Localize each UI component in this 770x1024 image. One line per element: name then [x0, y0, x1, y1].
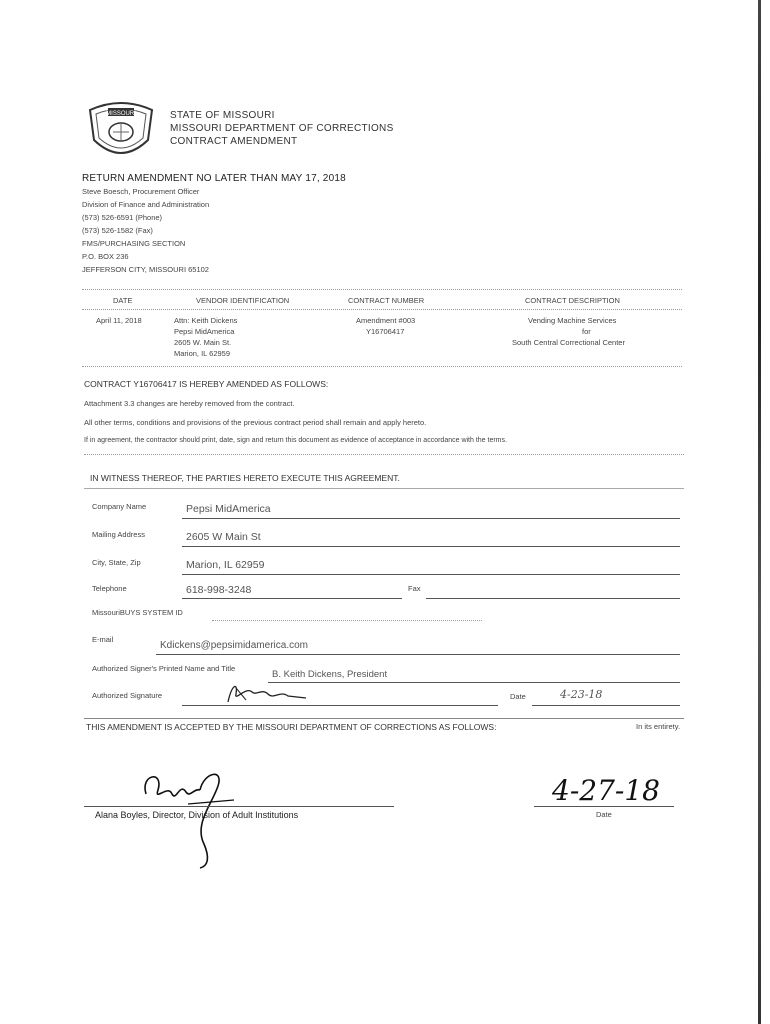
table-header-contract-number: CONTRACT NUMBER	[348, 296, 425, 305]
address-value[interactable]: 2605 W Main St	[186, 531, 261, 543]
table-cell-description: Vending Machine Services	[528, 316, 617, 325]
table-cell-contract-number: Y16706417	[366, 327, 405, 336]
header-line-1: STATE OF MISSOURI	[170, 110, 275, 121]
city-value[interactable]: Marion, IL 62959	[186, 559, 265, 571]
return-line: Steve Boesch, Procurement Officer	[82, 187, 200, 196]
email-value[interactable]: Kdickens@pepsimidamerica.com	[160, 640, 308, 651]
phone-value[interactable]: 618-998-3248	[186, 584, 252, 596]
body-line: If in agreement, the contractor should print, date, sign and return this document as evidence of acceptance in accordance with the terms.	[84, 437, 507, 444]
table-cell-description: for	[582, 327, 591, 336]
header-line-2: MISSOURI DEPARTMENT OF CORRECTIONS	[170, 123, 394, 134]
table-header-description: CONTRACT DESCRIPTION	[525, 296, 620, 305]
table-cell-date: April 11, 2018	[96, 316, 142, 325]
vendor-signature	[222, 680, 312, 706]
body-line: Attachment 3.3 changes are hereby removed from the contract.	[84, 399, 295, 408]
table-cell-description: South Central Correctional Center	[512, 338, 625, 347]
return-line: P.O. BOX 236	[82, 252, 129, 261]
witness-line: IN WITNESS THEREOF, THE PARTIES HERETO EXECUTE THIS AGREEMENT.	[90, 473, 400, 483]
table-cell-contract-number: Amendment #003	[356, 316, 416, 325]
date-label: Date	[510, 692, 526, 701]
table-cell-vendor: Marion, IL 62959	[174, 349, 231, 358]
return-line: (573) 526-6591 (Phone)	[82, 213, 163, 222]
address-label: Mailing Address	[92, 530, 145, 539]
signature-label: Authorized Signature	[92, 691, 163, 700]
table-header-vendor: VENDOR IDENTIFICATION	[196, 296, 290, 305]
return-line: (573) 526-1582 (Fax)	[82, 226, 153, 235]
printed-name-value[interactable]: B. Keith Dickens, President	[272, 669, 388, 680]
table-cell-vendor: Attn: Keith Dickens	[174, 316, 238, 325]
company-value[interactable]: Pepsi MidAmerica	[186, 503, 271, 515]
return-line: FMS/PURCHASING SECTION	[82, 239, 186, 248]
acceptance-tail: In its entirety.	[636, 722, 681, 731]
fax-label: Fax	[408, 584, 421, 593]
director-signed-date: 4-27-18	[552, 774, 660, 807]
body-line: All other terms, conditions and provisions of the previous contract period shall remain and apply hereto.	[84, 418, 427, 427]
director-name-title: Alana Boyles, Director, Division of Adult Institutions	[95, 810, 299, 820]
header-line-3: CONTRACT AMENDMENT	[170, 136, 298, 147]
director-date-label: Date	[596, 810, 612, 819]
acceptance-line: THIS AMENDMENT IS ACCEPTED BY THE MISSOURI DEPARTMENT OF CORRECTIONS AS FOLLOWS:	[86, 722, 497, 732]
vendor-signed-date: 4-23-18	[560, 688, 603, 701]
return-line: Division of Finance and Administration	[82, 200, 210, 209]
table-cell-vendor: 2605 W. Main St.	[174, 338, 232, 347]
missouri-buys-label: MissouriBUYS SYSTEM ID	[92, 608, 183, 617]
table-cell-vendor: Pepsi MidAmerica	[174, 327, 235, 336]
state-seal-icon	[86, 100, 156, 162]
return-title: RETURN AMENDMENT NO LATER THAN MAY 17, 2018	[82, 173, 346, 184]
return-line: JEFFERSON CITY, MISSOURI 65102	[82, 265, 209, 274]
city-label: City, State, Zip	[92, 558, 141, 567]
printed-name-label: Authorized Signer's Printed Name and Title	[92, 664, 236, 673]
seal-text: MISSOURI	[106, 111, 136, 117]
phone-label: Telephone	[92, 584, 127, 593]
email-label: E-mail	[92, 635, 114, 644]
amended-line: CONTRACT Y16706417 IS HEREBY AMENDED AS FOLLOWS:	[84, 379, 329, 389]
company-label: Company Name	[92, 502, 147, 511]
table-header-date: DATE	[113, 296, 133, 305]
scan-edge	[758, 0, 761, 1024]
